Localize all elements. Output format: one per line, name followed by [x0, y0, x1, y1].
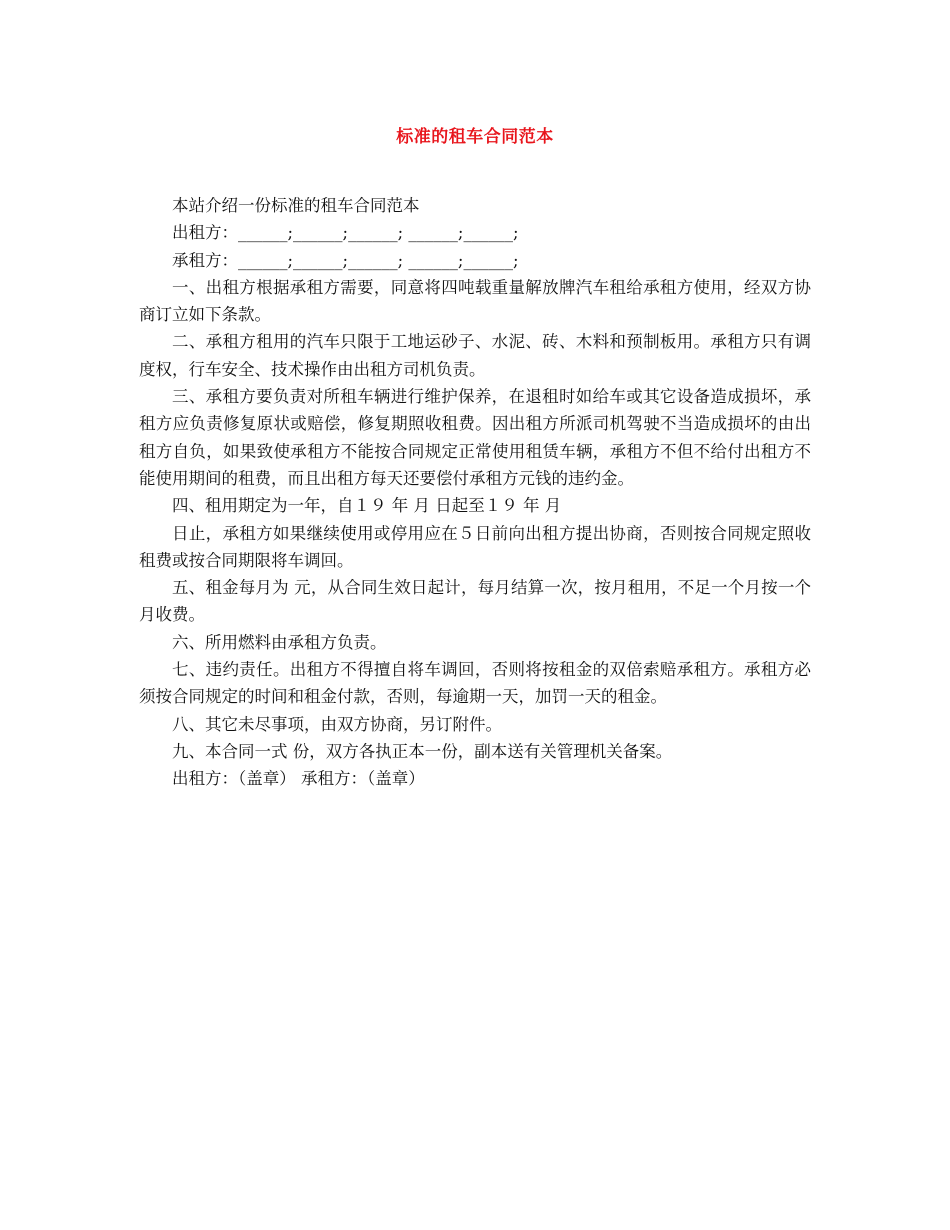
clause-7: 七、违约责任。出租方不得擅自将车调回，否则将按租金的双倍索赔承租方。承租方必须按合同规定的时间和租金付款，否则，每逾期一天，加罚一天的租金。: [139, 660, 811, 707]
clause-6: 六、所用燃料由承租方负责。: [172, 632, 387, 652]
clause-8: 八、其它未尽事项，由双方协商，另订附件。: [172, 714, 502, 734]
document-body: [139, 192, 811, 793]
lessor-blank-line: 出租方：______;______;______; ______;______;: [172, 223, 519, 243]
document-title: 标准的租车合同范本: [396, 127, 554, 147]
signature-line: 出租方：（盖章） 承租方：（盖章）: [172, 769, 425, 789]
clause-4-continued: 日止，承租方如果继续使用或停用应在５日前向出租方提出协商，否则按合同规定照收租费或按合同期限将车调回。: [139, 523, 811, 570]
clause-2: 二、承租方租用的汽车只限于工地运砂子、水泥、砖、木料和预制板用。承租方只有调度权，行车安全、技术操作由出租方司机负责。: [139, 332, 811, 379]
lessee-blank-line: 承租方：______;______;______; ______;______;: [172, 250, 519, 270]
clause-4: 四、租用期定为一年，自１９ 年 月 日起至１９ 年 月: [172, 496, 562, 516]
intro-paragraph: 本站介绍一份标准的租车合同范本: [172, 196, 420, 215]
clause-9: 九、本合同一式 份，双方各执正本一份，副本送有关管理机关备案。: [172, 741, 673, 761]
clause-5: 五、租金每月为 元，从合同生效日起计，每月结算一次，按月租用，不足一个月按一个月收费。: [139, 578, 811, 625]
clause-3: 三、承租方要负责对所租车辆进行维护保养，在退租时如给车或其它设备造成损坏，承租方应负责修复原状或赔偿，修复期照收租费。因出租方所派司机驾驶不当造成损坏的由出租方自负，如果致使承租方不能按合同规定正常使用租赁车辆，承租方不但不给付出租方不能使用期间的租费，而且出租方每天还要偿付承租方元钱的违约金。: [139, 387, 811, 488]
clause-1: 一、出租方根据承租方需要，同意将四吨载重量解放牌汽车租给承租方使用，经双方协商订立如下条款。: [139, 277, 811, 325]
